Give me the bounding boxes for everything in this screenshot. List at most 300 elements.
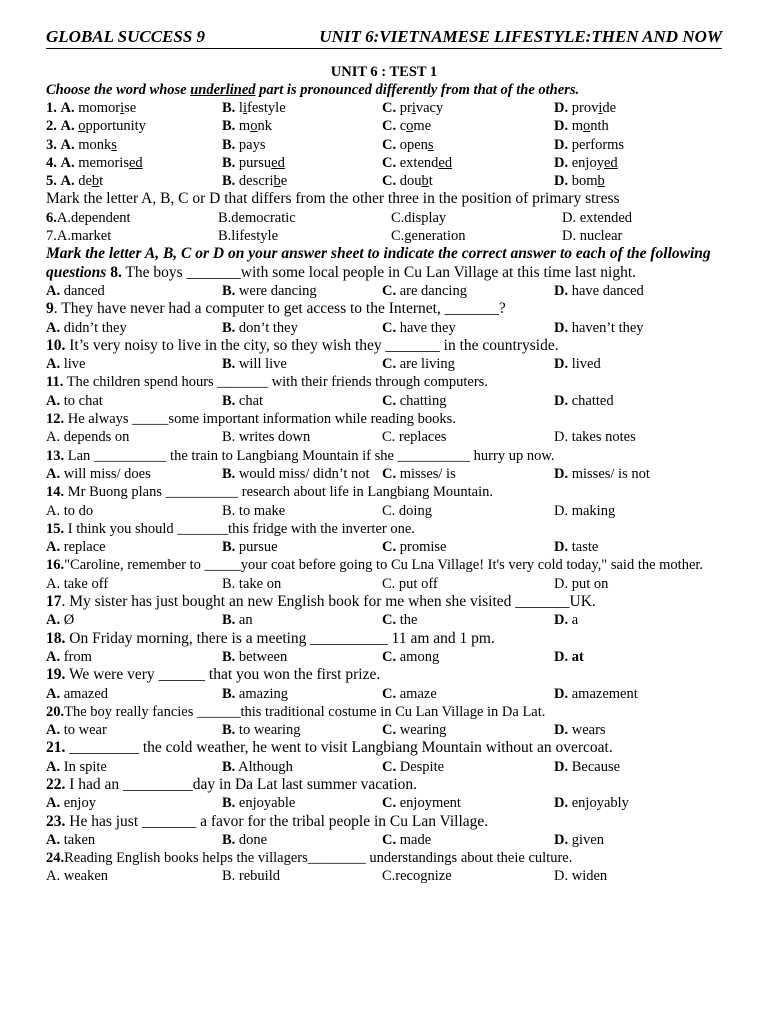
question-text: Mr Buong plans __________ research about life in Langbiang Mountain. (64, 484, 494, 501)
question-15-stem (46, 520, 722, 538)
q21-option-c[interactable] (382, 758, 554, 776)
q16-option-b[interactable] (222, 575, 382, 593)
option-letter: D. (554, 392, 569, 409)
q8-option-d[interactable] (554, 282, 722, 300)
question-12-stem (46, 410, 722, 428)
option-letter: A. (46, 685, 61, 702)
q10-option-b[interactable] (222, 355, 382, 373)
instruction-text: Mark the letter A, B, C or D on your answer sheet to indicate the correct answer to each of the following questions (46, 245, 711, 281)
option-text: among (399, 648, 440, 665)
question-number: 4. (46, 154, 57, 171)
option-letter: A. (46, 539, 61, 556)
worksheet-page (46, 26, 722, 886)
option-text: made (399, 831, 432, 848)
header-right: UNIT 6:VIETNAMESE LIFESTYLE:THEN AND NOW (319, 27, 722, 46)
q20-option-d[interactable] (554, 721, 722, 739)
q5-option-c[interactable] (382, 172, 554, 190)
q5-option-a[interactable] (46, 172, 222, 190)
section2-instruction: Mark the letter A, B, C or D that differs from the other three in the position of primary stress (46, 190, 620, 208)
option-text: Ø (63, 612, 75, 629)
option-letter: C. (382, 795, 397, 812)
option-letter: B. (222, 539, 236, 556)
question-14-options (46, 502, 722, 520)
option-letter: A. (46, 758, 61, 775)
q6-option-c[interactable]: C.display (391, 209, 447, 226)
q4-option-b[interactable] (222, 154, 382, 172)
q21-option-a[interactable] (46, 758, 222, 776)
word-prefix: c (399, 118, 407, 135)
option-text: chatted (571, 392, 614, 409)
q9-option-b[interactable] (222, 319, 382, 337)
q13-option-d[interactable] (554, 465, 722, 483)
option-letter: C. (382, 282, 397, 299)
q7-option-c[interactable]: C.generation (391, 228, 466, 245)
q14-option-a[interactable] (46, 502, 222, 520)
q20-option-c[interactable] (382, 721, 554, 739)
option-letter: A. (46, 356, 61, 373)
question-text: "Caroline, remember to _____your coat before going to Cu Lna Village! It's very cold today," said the mother. (64, 557, 704, 574)
question-18-options (46, 648, 722, 666)
word-prefix: m (571, 118, 584, 135)
option-text: B. writes down (222, 429, 311, 446)
option-letter: A. (46, 722, 61, 739)
q21-option-b[interactable] (222, 758, 382, 776)
question-19-stem (46, 666, 722, 684)
q18-option-a[interactable] (46, 648, 222, 666)
option-letter: B. (222, 319, 236, 336)
q15-option-c[interactable] (382, 538, 554, 556)
word-underlined-part: o (406, 118, 414, 135)
instruction-text: part is pronounced differently from that of the others. (255, 82, 580, 98)
question-6 (46, 209, 722, 227)
option-text: wears (571, 722, 606, 739)
q15-option-d[interactable] (554, 538, 722, 556)
q8-option-c[interactable] (382, 282, 554, 300)
q16-option-d[interactable] (554, 575, 722, 593)
question-number: 7. (46, 228, 57, 245)
option-text: D. widen (554, 868, 608, 885)
option-letter: D. (554, 154, 569, 171)
option-letter: B. (222, 173, 236, 190)
question-number: 20. (46, 703, 65, 720)
word-underlined-part: i (598, 100, 603, 116)
q4-option-c[interactable] (382, 154, 554, 172)
option-letter: B. (222, 282, 236, 299)
option-letter: C. (382, 356, 397, 373)
question-1 (46, 99, 722, 117)
question-number: 2. (46, 118, 57, 135)
q15-option-a[interactable] (46, 538, 222, 556)
q20-option-a[interactable] (46, 721, 222, 739)
option-text: B. rebuild (222, 868, 280, 885)
question-18-stem (46, 630, 722, 648)
question-8-options (46, 282, 722, 300)
q6-option-a[interactable] (46, 209, 218, 227)
question-number: 11. (46, 374, 64, 391)
word-suffix: t (428, 173, 433, 190)
section1-questions (46, 99, 722, 190)
option-letter: C. (382, 173, 397, 190)
option-letter: D. (554, 722, 569, 739)
question-19-options (46, 685, 722, 703)
q16-option-c[interactable] (382, 575, 554, 593)
q8-option-a[interactable] (46, 282, 222, 300)
q17-option-d[interactable] (554, 611, 722, 629)
option-letter: C. (382, 758, 397, 775)
word-suffix: nth (590, 118, 609, 135)
question-10-options (46, 355, 722, 373)
q3-option-d[interactable] (554, 136, 722, 154)
word-prefix: open (399, 136, 428, 153)
option-letter: C. (382, 685, 397, 702)
option-text: amazement (571, 685, 638, 702)
question-15-options (46, 538, 722, 556)
q5-option-b[interactable] (222, 172, 382, 190)
option-letter: D. (554, 356, 569, 373)
word-prefix: pays (238, 136, 266, 153)
option-letter: C. (382, 136, 397, 153)
option-text: were dancing (238, 282, 317, 299)
word-underlined-part: i (242, 100, 247, 116)
question-text: _________ the cold weather, he went to visit Langbiang Mountain without an overcoat. (65, 739, 613, 757)
q3-option-c[interactable] (382, 136, 554, 154)
question-text: It’s very noisy to live in the city, so they wish they _______ in the countryside. (65, 336, 559, 354)
q19-option-d[interactable] (554, 685, 722, 703)
question-text: . My sister has just bought an new English book for me when she visited _______UK. (61, 593, 596, 611)
option-text: have danced (571, 282, 644, 299)
word-prefix: l (238, 100, 243, 116)
question-text: On Friday morning, there is a meeting __________ 11 am and 1 pm. (65, 629, 495, 647)
q14-option-c[interactable] (382, 502, 554, 520)
option-letter: A. (60, 136, 75, 153)
option-text: C.recognize (382, 868, 452, 885)
word-suffix: nk (257, 118, 272, 135)
option-text: In spite (63, 758, 107, 775)
word-underlined-part: o (250, 118, 258, 135)
question-text: I think you should _______this fridge with the inverter one. (64, 520, 415, 537)
option-letter: C. (382, 118, 397, 135)
q23-option-a[interactable] (46, 831, 222, 849)
option-text: Because (571, 758, 621, 775)
option-text: C. replaces (382, 429, 447, 446)
q3-option-b[interactable] (222, 136, 382, 154)
q10-option-d[interactable] (554, 355, 722, 373)
question-number: 16. (46, 557, 65, 574)
q22-option-c[interactable] (382, 794, 554, 812)
option-text: amaze (399, 685, 437, 702)
option-text: done (238, 831, 268, 848)
q9-option-d[interactable] (554, 319, 722, 337)
option-letter: B. (222, 722, 236, 739)
option-text: taste (571, 539, 599, 556)
question-text: He has just _______ a favor for the tribal people in Cu Lan Village. (65, 812, 489, 830)
option-text: at (571, 648, 584, 665)
option-letter: C. (382, 392, 397, 409)
question-23-stem (46, 813, 722, 831)
question-4 (46, 154, 722, 172)
option-letter: A. (60, 100, 75, 116)
option-text: amazing (238, 685, 289, 702)
option-text: the (399, 612, 418, 629)
q1-option-d[interactable] (554, 99, 722, 117)
option-letter: D. (554, 173, 569, 190)
question-text: The children spend hours _______ with their friends through computers. (63, 374, 488, 391)
option-text: Although (238, 758, 293, 775)
q9-option-c[interactable] (382, 319, 554, 337)
option-letter: C. (382, 100, 397, 116)
option-text: replace (63, 539, 106, 556)
q15-option-b[interactable] (222, 538, 382, 556)
q3-option-a[interactable] (46, 136, 222, 154)
option-letter: C. (382, 154, 397, 171)
word-underlined-part: o (583, 118, 591, 135)
option-text: given (571, 831, 604, 848)
option-text: A.dependent (56, 209, 131, 226)
question-7 (46, 227, 722, 245)
question-text: The boys _______with some local people in Cu Lan Village at this time last night. (121, 263, 637, 281)
option-text: are living (399, 356, 455, 373)
q12-option-a[interactable] (46, 428, 222, 446)
option-letter: A. (60, 154, 75, 171)
q17-option-a[interactable] (46, 611, 222, 629)
option-text: enjoy (63, 795, 96, 812)
option-text: A. depends on (46, 429, 130, 446)
q22-option-a[interactable] (46, 794, 222, 812)
q11-option-a[interactable] (46, 392, 222, 410)
word-underlined-part: b (91, 173, 100, 190)
q5-option-d[interactable] (554, 172, 722, 190)
question-12-options (46, 428, 722, 446)
option-letter: B. (222, 118, 236, 135)
q11-option-b[interactable] (222, 392, 382, 410)
q12-option-c[interactable] (382, 428, 554, 446)
option-text: taken (63, 831, 96, 848)
option-text: don’t they (238, 319, 298, 336)
word-prefix: momor (78, 100, 121, 116)
option-text: chat (238, 392, 264, 409)
word-prefix: m (238, 118, 251, 135)
option-text: D. takes notes (554, 429, 636, 446)
option-letter: B. (222, 356, 236, 373)
question-14-stem (46, 483, 722, 501)
q1-option-a[interactable] (46, 99, 222, 117)
q2-option-b[interactable] (222, 117, 382, 135)
instruction-underlined: underlined (190, 82, 256, 98)
q20-option-b[interactable] (222, 721, 382, 739)
q22-option-d[interactable] (554, 794, 722, 812)
option-letter: B. (222, 758, 236, 775)
question-number: 8. (110, 263, 122, 281)
option-text: Despite (399, 758, 445, 775)
option-letter: B. (222, 392, 236, 409)
q24-option-a[interactable] (46, 867, 222, 885)
q10-option-a[interactable] (46, 355, 222, 373)
test-title: UNIT 6 : TEST 1 (330, 64, 438, 80)
option-letter: C. (382, 319, 397, 336)
question-2 (46, 117, 722, 135)
word-prefix: dou (399, 173, 422, 190)
option-text: to chat (63, 392, 103, 409)
option-text: A. weaken (46, 868, 109, 885)
option-letter: A. (46, 795, 61, 812)
option-letter: A. (46, 319, 61, 336)
q7-option-a[interactable] (46, 227, 218, 245)
option-letter: A. (46, 282, 61, 299)
option-text: misses/ is not (571, 465, 650, 482)
q23-option-c[interactable] (382, 831, 554, 849)
word-prefix: bom (571, 173, 598, 190)
q2-option-d[interactable] (554, 117, 722, 135)
option-letter: D. (554, 758, 569, 775)
q24-option-c[interactable] (382, 867, 554, 885)
word-prefix: enjoy (571, 154, 604, 171)
q19-option-c[interactable] (382, 685, 554, 703)
q4-option-a[interactable] (46, 154, 222, 172)
question-text: The boy really fancies ______this traditional costume in Cu Lan Village in Da Lat. (64, 703, 546, 720)
word-underlined-part: b (597, 173, 605, 190)
option-letter: D. (554, 648, 569, 665)
word-suffix: t (99, 173, 104, 190)
word-suffix: se (124, 100, 137, 116)
option-text: are dancing (399, 282, 467, 299)
q12-option-b[interactable] (222, 428, 382, 446)
option-text: would miss/ didn’t not (238, 465, 370, 482)
option-letter: D. (554, 319, 569, 336)
word-suffix: de (602, 100, 617, 116)
question-number: 5. (46, 173, 57, 190)
word-underlined-part: ed (603, 154, 618, 171)
question-number: 21. (46, 739, 66, 757)
option-letter: A. (46, 612, 61, 629)
option-letter: C. (382, 831, 397, 848)
option-letter: D. (554, 465, 569, 482)
q10-option-c[interactable] (382, 355, 554, 373)
q2-option-c[interactable] (382, 117, 554, 135)
q14-option-d[interactable] (554, 502, 722, 520)
option-letter: B. (222, 685, 236, 702)
q7-option-b[interactable]: B.lifestyle (218, 228, 279, 245)
option-text: haven’t they (571, 319, 644, 336)
question-16-stem (46, 556, 722, 574)
q8-option-b[interactable] (222, 282, 382, 300)
question-number: 24. (46, 850, 65, 867)
word-prefix: memoris (78, 154, 129, 171)
q7-option-d[interactable]: D. nuclear (562, 228, 623, 245)
q2-option-a[interactable] (46, 117, 222, 135)
q17-option-c[interactable] (382, 611, 554, 629)
question-13-stem (46, 447, 722, 465)
q1-option-b[interactable] (222, 99, 382, 117)
word-prefix: extend (399, 154, 439, 171)
option-letter: B. (222, 612, 236, 629)
option-letter: D. (554, 282, 569, 299)
option-letter: D. (554, 795, 569, 812)
question-13-options (46, 465, 722, 483)
option-text: B. take on (222, 575, 282, 592)
q9-option-a[interactable] (46, 319, 222, 337)
word-prefix: de (78, 173, 92, 190)
q13-option-c[interactable] (382, 465, 554, 483)
option-text: to wear (63, 722, 107, 739)
word-suffix: e (280, 173, 288, 190)
q6-option-d[interactable]: D. extended (562, 209, 633, 226)
word-underlined-part: s (111, 136, 117, 153)
q21-option-d[interactable] (554, 758, 722, 776)
option-letter: A. (46, 465, 61, 482)
option-letter: C. (382, 539, 397, 556)
q13-option-a[interactable] (46, 465, 222, 483)
header-left: GLOBAL SUCCESS 9 (46, 27, 206, 46)
word-prefix: pr (399, 100, 412, 116)
option-text: will live (238, 356, 287, 373)
word-suffix: festyle (246, 100, 286, 116)
q6-option-b[interactable]: B.democratic (218, 209, 296, 226)
q19-option-a[interactable] (46, 685, 222, 703)
q23-option-b[interactable] (222, 831, 382, 849)
word-suffix: me (413, 118, 432, 135)
question-text: . They have never had a computer to get access to the Internet, _______? (53, 300, 506, 318)
question-5 (46, 172, 722, 190)
option-text: chatting (399, 392, 447, 409)
option-text: from (63, 648, 92, 665)
option-text: will miss/ does (63, 465, 151, 482)
question-10-stem (46, 337, 722, 355)
word-underlined-part: ed (271, 154, 285, 171)
question-text: We were very ______ that you won the first prize. (65, 666, 381, 684)
option-letter: D. (554, 612, 569, 629)
q16-option-a[interactable] (46, 575, 222, 593)
option-letter: C. (382, 648, 397, 665)
option-letter: B. (222, 154, 236, 171)
q14-option-b[interactable] (222, 502, 382, 520)
section1-instruction (46, 81, 722, 99)
question-22-stem (46, 776, 722, 794)
question-number: 15. (46, 520, 65, 537)
q22-option-b[interactable] (222, 794, 382, 812)
q24-option-b[interactable] (222, 867, 382, 885)
word-underlined-part: b (421, 173, 429, 190)
question-number: 13. (46, 447, 65, 464)
q1-option-c[interactable] (382, 99, 554, 117)
option-letter: C. (382, 722, 397, 739)
q23-option-d[interactable] (554, 831, 722, 849)
word-underlined-part: ed (128, 154, 143, 171)
q19-option-b[interactable] (222, 685, 382, 703)
question-number: 6. (46, 209, 57, 226)
q12-option-d[interactable] (554, 428, 722, 446)
option-text: didn’t they (63, 319, 127, 336)
instruction-text: Choose the word whose (46, 82, 191, 98)
option-text: lived (571, 356, 601, 373)
option-letter: A. (46, 831, 61, 848)
q24-option-d[interactable] (554, 867, 722, 885)
q18-option-c[interactable] (382, 648, 554, 666)
word-suffix: pportunity (85, 118, 146, 135)
option-letter: D. (554, 136, 569, 153)
q4-option-d[interactable] (554, 154, 722, 172)
option-text: wearing (399, 722, 447, 739)
option-letter: A. (60, 173, 75, 190)
q11-option-d[interactable] (554, 392, 722, 410)
option-text: A. take off (46, 575, 109, 592)
option-letter: B. (222, 648, 236, 665)
q18-option-b[interactable] (222, 648, 382, 666)
q11-option-c[interactable] (382, 392, 554, 410)
option-letter: C. (382, 465, 397, 482)
q18-option-d[interactable] (554, 648, 722, 666)
q13-option-b[interactable] (222, 465, 382, 483)
q17-option-b[interactable] (222, 611, 382, 629)
